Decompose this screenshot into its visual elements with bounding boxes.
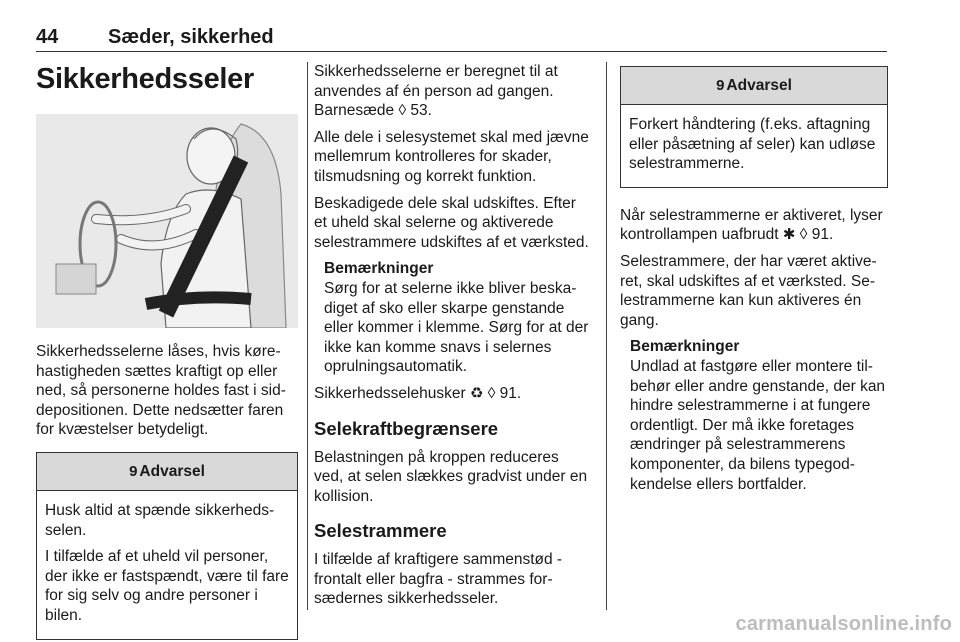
body-text: Alle dele i selesystemet skal med jævne mellemrum kontrolleres for skader, tilsmudsning og korrekt funktion. bbox=[314, 128, 589, 185]
body-text: Belastningen på kroppen reduceres ved, at selen slækkes gradvist under en kollision. bbox=[314, 448, 588, 505]
note-text: Sørg for at selerne ikke bliver beskadiget af sko eller skarpe genstande eller kommer i klemme. Sørg for at der ikke kan komme snavs i selernes oprulningsautomatik. bbox=[324, 279, 589, 376]
page-header bbox=[36, 26, 887, 52]
seatbelt-intro-text: Sikkerhedsselerne låses, hvis kørehastigheden sættes kraftigt op eller ned, så personerne holdes fast i siddepositionen. Dette nedsætter faren for kvæstelser betydeligt. bbox=[36, 343, 286, 439]
body-text: Selestrammere, der har været aktiveret, skal udskiftes af et værksted. Selestrammerne kan kun aktiveres én gang. bbox=[620, 252, 877, 329]
warning-box bbox=[620, 66, 888, 188]
note-block bbox=[620, 337, 888, 494]
reminder-text: Sikkerhedsselehusker bbox=[314, 384, 466, 402]
body-text: Sikkerhedsselerne er beregnet til at anvendes af én person ad gangen. Barnesæde ◊ 53. bbox=[314, 63, 558, 120]
column-1 bbox=[36, 62, 298, 642]
heading-pretensioners: Selestrammere bbox=[314, 520, 447, 542]
pretensioner-lamp-text bbox=[620, 206, 888, 245]
page-title: Sikkerhedsseler bbox=[36, 63, 254, 95]
section-title: Sæder, sikkerhed bbox=[108, 26, 274, 48]
warning-title: Advarsel bbox=[726, 76, 792, 94]
warning-icon: 9 bbox=[716, 76, 725, 94]
body-text: Når selestrammerne er aktiveret, lyser kontrollampen uafbrudt bbox=[620, 206, 883, 244]
body-text: Beskadigede dele skal udskiftes. Efter et uheld skal selerne og aktiverede selestrammere udskiftes af et værksted. bbox=[314, 194, 589, 251]
watermark: carmanualsonline.info bbox=[735, 613, 952, 635]
column-2 bbox=[314, 62, 590, 616]
page-number: 44 bbox=[36, 26, 59, 48]
airbag-warning-icon: ✱ bbox=[782, 226, 796, 244]
lamp-reference: ◊ 91. bbox=[799, 226, 834, 244]
column-divider bbox=[307, 62, 308, 610]
seatbelt-illustration bbox=[36, 114, 298, 328]
warning-header bbox=[37, 453, 297, 491]
warning-header bbox=[621, 67, 887, 105]
body-text: I tilfælde af kraftigere sammenstød - frontalt eller bagfra - strammes forsædernes sikkerhedsseler. bbox=[314, 551, 563, 608]
warning-box bbox=[36, 452, 298, 640]
note-block bbox=[314, 259, 590, 377]
note-title: Bemærkninger bbox=[324, 260, 434, 278]
column-3 bbox=[620, 62, 888, 501]
note-text: Undlad at fastgøre eller montere tilbehør eller andre genstande, der kan hindre selestrammerne i at fungere ordentligt. Der må ikke foretages ændringer på selestrammerens komponenter, da bilens typegodkendelse ellers bortfalder. bbox=[630, 357, 886, 493]
warning-title: Advarsel bbox=[139, 462, 205, 480]
reminder-line bbox=[314, 384, 590, 404]
heading-belt-force-limiters: Selekraftbegrænsere bbox=[314, 417, 499, 439]
warning-text: Husk altid at spænde sikkerhedsselen. bbox=[45, 501, 275, 539]
reminder-reference: ◊ 91. bbox=[487, 384, 522, 402]
warning-text: Forkert håndtering (f.eks. aftagning eller påsætning af seler) kan udløse selestrammerne. bbox=[629, 116, 876, 173]
warning-icon: 9 bbox=[129, 462, 138, 480]
seatbelt-reminder-icon: ♻ bbox=[469, 384, 484, 402]
note-title: Bemærkninger bbox=[630, 338, 740, 356]
column-divider bbox=[606, 62, 607, 610]
warning-text: I tilfælde af et uheld vil personer, der ikke er fastspændt, være til fare for sig selv og andre personer i bilen. bbox=[45, 548, 289, 624]
